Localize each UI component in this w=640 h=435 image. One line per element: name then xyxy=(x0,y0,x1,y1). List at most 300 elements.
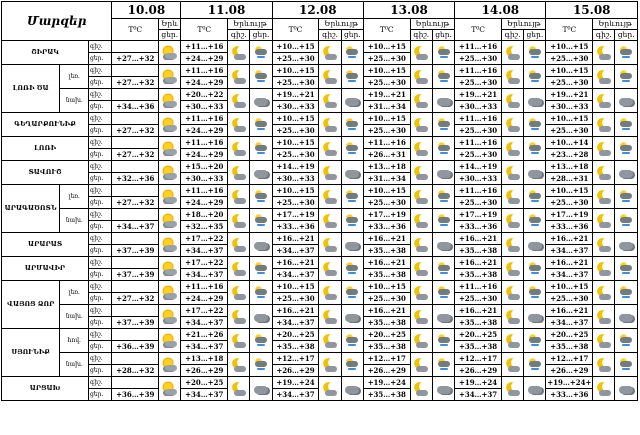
day-header: ցեր. xyxy=(432,30,454,41)
suncloud-icon xyxy=(162,261,178,277)
night-temp: +17…+22 xyxy=(181,257,228,269)
night-temp: +10…+15 xyxy=(546,41,593,53)
night-temp: +16…+21 xyxy=(272,305,319,317)
sky-header: Երևույթ xyxy=(319,19,364,30)
night-label: գիշ. xyxy=(89,305,112,317)
moon-icon xyxy=(413,141,429,157)
moon-icon-cell xyxy=(501,137,523,161)
rain-icon-cell xyxy=(524,185,546,209)
moon-icon-cell xyxy=(501,257,523,281)
moon-icon-cell xyxy=(501,41,523,65)
moon-icon xyxy=(322,357,338,373)
rain-icon xyxy=(618,45,634,61)
moon-icon-cell xyxy=(319,329,341,353)
subregion-name: լեռ. xyxy=(60,281,89,305)
day-temp: +25…+30 xyxy=(455,125,502,137)
moon-icon-cell xyxy=(410,353,432,377)
moon-icon-cell xyxy=(228,65,250,89)
moon-icon xyxy=(505,285,521,301)
moon-icon xyxy=(505,381,521,397)
day-temp: +32…+36 xyxy=(112,173,159,185)
day-label: ցեր. xyxy=(89,365,112,377)
rain-icon-cell xyxy=(432,137,454,161)
moon-icon xyxy=(231,69,247,85)
rain-icon xyxy=(253,333,269,349)
day-temp: +25…+30 xyxy=(272,53,319,65)
day-temp: +25…+30 xyxy=(272,125,319,137)
rain-icon xyxy=(436,69,452,85)
night-temp: +10…+15 xyxy=(272,185,319,197)
moon-icon xyxy=(231,189,247,205)
day-temp: +35…+38 xyxy=(455,269,502,281)
day-temp: +34…+37 xyxy=(181,245,228,257)
moon-icon xyxy=(505,309,521,325)
moon-icon xyxy=(322,165,338,181)
night-temp: +10…+15 xyxy=(272,113,319,125)
cloud-icon xyxy=(436,309,452,325)
moon-icon xyxy=(413,117,429,133)
cloud-icon xyxy=(253,381,269,397)
rain-icon-cell xyxy=(524,113,546,137)
night-temp: +19…+24 xyxy=(363,377,410,389)
region-name: ԱՐՄԱՎԻՐ xyxy=(2,257,89,281)
subregion-name: նախ. xyxy=(60,209,89,233)
rain-icon-cell xyxy=(250,65,272,89)
night-temp: +10…+15 xyxy=(546,185,593,197)
moon-icon xyxy=(596,381,612,397)
day-temp: +30…+33 xyxy=(455,173,502,185)
day-temp: +24…+29 xyxy=(181,53,228,65)
night-temp: +16…+21 xyxy=(363,233,410,245)
night-temp: +10…+15 xyxy=(272,137,319,149)
forecast-row xyxy=(2,233,638,245)
moon-icon xyxy=(505,357,521,373)
night-temp: +19…+21 xyxy=(455,89,502,101)
moon-icon-cell xyxy=(410,185,432,209)
night-temp: +16…+21 xyxy=(363,257,410,269)
night-temp xyxy=(112,257,159,269)
cloud-icon xyxy=(344,165,360,181)
cloud-icon-cell xyxy=(615,161,638,185)
suncloud-icon xyxy=(162,333,178,349)
moon-icon-cell xyxy=(501,209,523,233)
moon-icon-cell xyxy=(593,161,615,185)
moon-icon xyxy=(413,69,429,85)
cloud-icon xyxy=(253,93,269,109)
rain-icon-cell xyxy=(615,65,638,89)
forecast-row xyxy=(2,257,638,269)
moon-icon-cell xyxy=(228,209,250,233)
rain-icon xyxy=(527,213,543,229)
day-temp: +27…+32 xyxy=(112,197,159,209)
moon-icon-cell xyxy=(593,305,615,329)
rain-icon-cell xyxy=(250,329,272,353)
rain-icon xyxy=(618,357,634,373)
moon-icon xyxy=(596,285,612,301)
moon-icon-cell xyxy=(410,281,432,305)
day-label: ցեր. xyxy=(89,317,112,329)
moon-icon-cell xyxy=(228,281,250,305)
moon-icon-cell xyxy=(410,113,432,137)
day-temp: +26…+31 xyxy=(363,149,410,161)
moon-icon-cell xyxy=(319,377,341,401)
rain-icon xyxy=(618,141,634,157)
night-temp: +16…+21 xyxy=(272,233,319,245)
moon-icon-cell xyxy=(410,209,432,233)
day-temp: +34…+37 xyxy=(181,269,228,281)
rain-icon-cell xyxy=(432,185,454,209)
night-temp: +16…+21 xyxy=(546,233,593,245)
rain-icon-cell xyxy=(250,137,272,161)
day-temp: +33…+36 xyxy=(363,221,410,233)
night-temp xyxy=(112,233,159,245)
moon-icon xyxy=(413,93,429,109)
rain-icon-cell xyxy=(615,41,638,65)
temp-header: T⁰C xyxy=(455,19,502,41)
night-temp: +10…+15 xyxy=(363,185,410,197)
day-temp: +24…+29 xyxy=(181,197,228,209)
rain-icon-cell xyxy=(341,209,363,233)
moon-icon-cell xyxy=(501,65,523,89)
day-label: ցեր. xyxy=(89,293,112,305)
moon-icon-cell xyxy=(410,137,432,161)
night-temp: +10…+15 xyxy=(363,65,410,77)
moon-icon xyxy=(322,117,338,133)
moon-icon xyxy=(413,285,429,301)
subregion-name: նախ. xyxy=(60,305,89,329)
day-temp: +25…+30 xyxy=(363,53,410,65)
day-temp: +25…+30 xyxy=(455,77,502,89)
rain-icon-cell xyxy=(432,257,454,281)
day-temp: +25…+30 xyxy=(272,293,319,305)
rain-icon xyxy=(436,285,452,301)
moon-icon xyxy=(505,213,521,229)
rain-icon xyxy=(527,261,543,277)
day-temp: +24…+29 xyxy=(181,125,228,137)
cloud-icon xyxy=(436,93,452,109)
suncloud-icon xyxy=(162,237,178,253)
rain-icon xyxy=(344,213,360,229)
suncloud-icon-cell xyxy=(159,89,181,113)
moon-icon xyxy=(505,237,521,253)
rain-icon-cell xyxy=(341,113,363,137)
forecast-row xyxy=(2,185,638,197)
rain-icon xyxy=(344,69,360,85)
cloud-icon-cell xyxy=(524,161,546,185)
day-temp: +25…+30 xyxy=(363,293,410,305)
cloud-icon-cell xyxy=(615,377,638,401)
suncloud-icon-cell xyxy=(159,233,181,257)
moon-icon-cell xyxy=(501,185,523,209)
night-temp: +10…+15 xyxy=(546,281,593,293)
moon-icon xyxy=(231,309,247,325)
moon-icon xyxy=(505,93,521,109)
moon-icon-cell xyxy=(593,233,615,257)
moon-icon xyxy=(231,381,247,397)
moon-icon-cell xyxy=(593,89,615,113)
cloud-icon-cell xyxy=(432,233,454,257)
rain-icon xyxy=(527,69,543,85)
temp-header: T⁰C xyxy=(112,19,159,41)
day-temp: +30…+33 xyxy=(272,173,319,185)
cloud-icon-cell xyxy=(341,161,363,185)
temp-header: T⁰C xyxy=(546,19,593,41)
day-temp: +26…+29 xyxy=(363,365,410,377)
moon-icon-cell xyxy=(410,257,432,281)
night-temp: +14…+19 xyxy=(455,161,502,173)
suncloud-icon-cell xyxy=(159,161,181,185)
forecast-table xyxy=(1,1,638,401)
moon-icon xyxy=(413,309,429,325)
night-temp: +11…+16 xyxy=(181,185,228,197)
suncloud-icon-cell xyxy=(159,65,181,89)
moon-icon-cell xyxy=(501,161,523,185)
moon-icon xyxy=(413,189,429,205)
cloud-icon xyxy=(253,309,269,325)
moon-icon-cell xyxy=(501,281,523,305)
cloud-icon-cell xyxy=(341,89,363,113)
night-temp: +10…+15 xyxy=(272,281,319,293)
night-temp: +19…+24 xyxy=(272,377,319,389)
day-temp: +30…+33 xyxy=(181,101,228,113)
night-temp: +17…+19 xyxy=(363,209,410,221)
day-header: ցեր. xyxy=(524,30,546,41)
moon-icon-cell xyxy=(410,305,432,329)
rain-icon xyxy=(344,117,360,133)
rain-icon-cell xyxy=(250,281,272,305)
night-temp: +11…+16 xyxy=(455,137,502,149)
moon-icon-cell xyxy=(593,353,615,377)
rain-icon xyxy=(527,45,543,61)
cloud-icon xyxy=(253,165,269,181)
rain-icon xyxy=(618,189,634,205)
moon-icon xyxy=(413,381,429,397)
rain-icon xyxy=(618,285,634,301)
rain-icon-cell xyxy=(615,257,638,281)
regions-header: Մարզեր xyxy=(2,2,112,41)
day-temp: +28…+31 xyxy=(546,173,593,185)
night-header: գիշ. xyxy=(319,30,341,41)
moon-icon-cell xyxy=(319,137,341,161)
day-temp: +34…+37 xyxy=(181,317,228,329)
region-name: ՍՅՈՒՆԻՔ xyxy=(2,329,60,377)
region-name: ԼՈՌԻ xyxy=(2,137,89,161)
cloud-icon-cell xyxy=(250,233,272,257)
night-temp: +11…+16 xyxy=(455,113,502,125)
moon-icon xyxy=(596,165,612,181)
header-dates-row xyxy=(2,2,638,19)
day-temp: +24…+29 xyxy=(181,77,228,89)
suncloud-icon xyxy=(162,141,178,157)
day-temp: +37…+39 xyxy=(112,269,159,281)
rain-icon xyxy=(253,213,269,229)
cloud-icon xyxy=(618,237,634,253)
day-temp: +36…+39 xyxy=(112,341,159,353)
day-temp: +34…+37 xyxy=(272,389,319,401)
moon-icon-cell xyxy=(501,377,523,401)
day-temp: +33…+36 xyxy=(546,221,593,233)
night-temp: +16…+21 xyxy=(455,233,502,245)
day-label: ցեր. xyxy=(89,125,112,137)
moon-icon-cell xyxy=(228,41,250,65)
night-temp: +12…+17 xyxy=(272,353,319,365)
day-header: ցեր. xyxy=(159,30,181,41)
moon-icon xyxy=(322,237,338,253)
moon-icon-cell xyxy=(319,185,341,209)
moon-icon xyxy=(322,69,338,85)
rain-icon xyxy=(527,117,543,133)
region-name: ԼՈՌԻ ԾԱ xyxy=(2,65,60,113)
cloud-icon-cell xyxy=(341,305,363,329)
date-header: 10.08 xyxy=(112,2,181,19)
moon-icon-cell xyxy=(410,89,432,113)
moon-icon-cell xyxy=(593,281,615,305)
rain-icon-cell xyxy=(615,353,638,377)
suncloud-icon xyxy=(162,93,178,109)
moon-icon xyxy=(413,357,429,373)
cloud-icon xyxy=(618,165,634,181)
rain-icon-cell xyxy=(341,65,363,89)
day-temp: +25…+30 xyxy=(546,77,593,89)
day-temp: +34…+37 xyxy=(181,341,228,353)
suncloud-icon-cell xyxy=(159,305,181,329)
rain-icon xyxy=(253,285,269,301)
night-temp: +12…+17 xyxy=(363,353,410,365)
moon-icon xyxy=(231,213,247,229)
day-temp: +26…+29 xyxy=(181,365,228,377)
night-temp: +10…+15 xyxy=(546,113,593,125)
day-temp: +25…+30 xyxy=(546,293,593,305)
day-temp: +30…+33 xyxy=(546,101,593,113)
day-label: ցեր. xyxy=(89,101,112,113)
night-temp: +13…+18 xyxy=(546,161,593,173)
rain-icon-cell xyxy=(524,329,546,353)
moon-icon-cell xyxy=(410,377,432,401)
night-temp: +16…+21 xyxy=(272,257,319,269)
suncloud-icon xyxy=(162,357,178,373)
day-temp: +31…+34 xyxy=(363,101,410,113)
moon-icon-cell xyxy=(593,257,615,281)
moon-icon-cell xyxy=(319,209,341,233)
moon-icon-cell xyxy=(501,305,523,329)
moon-icon xyxy=(596,69,612,85)
suncloud-icon xyxy=(162,165,178,181)
moon-icon xyxy=(596,213,612,229)
cloud-icon-cell xyxy=(432,89,454,113)
rain-icon-cell xyxy=(524,353,546,377)
cloud-icon xyxy=(618,93,634,109)
day-label: ցեր. xyxy=(89,53,112,65)
rain-icon-cell xyxy=(615,281,638,305)
night-temp: +19…+21 xyxy=(546,89,593,101)
cloud-icon-cell xyxy=(341,377,363,401)
night-temp xyxy=(112,209,159,221)
moon-icon-cell xyxy=(501,113,523,137)
moon-icon xyxy=(505,69,521,85)
moon-icon xyxy=(322,141,338,157)
rain-icon-cell xyxy=(615,209,638,233)
moon-icon-cell xyxy=(228,89,250,113)
day-temp: +27…+32 xyxy=(112,77,159,89)
day-temp: +35…+38 xyxy=(455,317,502,329)
rain-icon-cell xyxy=(341,41,363,65)
night-temp: +16…+21 xyxy=(455,257,502,269)
night-temp: +11…+16 xyxy=(363,137,410,149)
moon-icon xyxy=(231,261,247,277)
night-temp xyxy=(112,41,159,53)
cloud-icon-cell xyxy=(341,233,363,257)
day-label: ցեր. xyxy=(89,389,112,401)
moon-icon-cell xyxy=(410,41,432,65)
night-temp: +13…+18 xyxy=(363,161,410,173)
moon-icon xyxy=(596,357,612,373)
cloud-icon-cell xyxy=(615,89,638,113)
region-name: ԱՐԱՐԱՏ xyxy=(2,233,89,257)
moon-icon xyxy=(322,381,338,397)
night-label: գիշ. xyxy=(89,329,112,341)
moon-icon xyxy=(413,333,429,349)
moon-icon-cell xyxy=(228,257,250,281)
day-temp: +23…+28 xyxy=(546,149,593,161)
moon-icon-cell xyxy=(228,233,250,257)
region-name: ԱՐՑԱԽ xyxy=(2,377,89,401)
rain-icon xyxy=(344,189,360,205)
moon-icon-cell xyxy=(593,113,615,137)
moon-icon xyxy=(231,117,247,133)
rain-icon-cell xyxy=(341,353,363,377)
subregion-name: լեռ. xyxy=(60,65,89,89)
day-temp: +34…+37 xyxy=(546,269,593,281)
moon-icon xyxy=(505,333,521,349)
day-label: ցեր. xyxy=(89,197,112,209)
night-label: գիշ. xyxy=(89,113,112,125)
day-temp: +25…+30 xyxy=(363,125,410,137)
rain-icon-cell xyxy=(341,329,363,353)
rain-icon-cell xyxy=(341,281,363,305)
moon-icon-cell xyxy=(228,353,250,377)
day-label: ցեր. xyxy=(89,245,112,257)
moon-icon xyxy=(413,237,429,253)
night-temp xyxy=(112,113,159,125)
moon-icon-cell xyxy=(228,377,250,401)
forecast-row xyxy=(2,65,638,77)
night-temp: +19…+24+ xyxy=(547,378,592,387)
suncloud-icon-cell xyxy=(159,185,181,209)
moon-icon xyxy=(413,261,429,277)
day-temp: +36…+39 xyxy=(112,389,159,401)
night-label: գիշ. xyxy=(89,65,112,77)
moon-icon-cell xyxy=(319,65,341,89)
cloud-icon xyxy=(436,237,452,253)
cloud-icon xyxy=(344,93,360,109)
suncloud-icon xyxy=(162,117,178,133)
moon-icon-cell xyxy=(319,233,341,257)
rain-icon xyxy=(618,261,634,277)
day-temp: +25…+30 xyxy=(272,197,319,209)
night-header: գիշ. xyxy=(228,30,250,41)
rain-icon-cell xyxy=(432,65,454,89)
rain-icon-cell xyxy=(615,329,638,353)
suncloud-icon xyxy=(162,213,178,229)
suncloud-icon-cell xyxy=(159,353,181,377)
rain-icon xyxy=(436,189,452,205)
moon-icon-cell xyxy=(501,329,523,353)
rain-icon xyxy=(436,357,452,373)
night-temp: +17…+22 xyxy=(181,305,228,317)
moon-icon xyxy=(231,45,247,61)
forecast-row xyxy=(2,209,638,221)
night-temp: +19…+21 xyxy=(272,89,319,101)
